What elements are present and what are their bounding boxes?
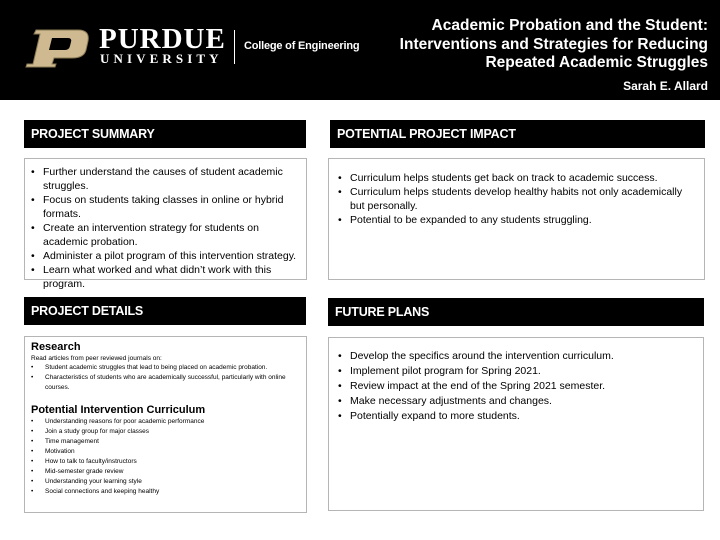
title-line-2: Interventions and Strategies for Reducing	[399, 35, 708, 53]
logo-university-text: UNIVERSITY	[100, 51, 223, 66]
project-summary-heading: PROJECT SUMMARY	[24, 120, 306, 148]
research-heading: Research	[31, 341, 81, 353]
list-item: • Learn what worked and what didn’t work with this program.	[30, 263, 302, 291]
list-item: • Review impact at the end of the Spring 2021 semester.	[337, 379, 697, 394]
project-summary-box	[24, 158, 307, 290]
logo-divider	[234, 30, 235, 64]
project-impact-list	[337, 171, 698, 227]
poster-title	[328, 17, 708, 73]
curriculum-list	[31, 417, 302, 497]
list-item: • Make necessary adjustments and changes.	[337, 394, 697, 409]
title-line-1: Academic Probation and the Student:	[431, 17, 708, 34]
logo-purdue-text: PURDUE	[99, 23, 226, 55]
future-plans-box	[328, 337, 704, 511]
list-item: • Create an intervention strategy for students on academic probation.	[30, 221, 302, 249]
title-line-3: Repeated Academic Struggles	[485, 54, 708, 71]
research-intro: Read articles from peer reviewed journals on:	[31, 355, 162, 362]
future-plans-heading: FUTURE PLANS	[328, 298, 704, 326]
project-impact-heading: POTENTIAL PROJECT IMPACT	[330, 120, 705, 148]
list-item: • Understanding reasons for poor academic performance	[31, 417, 302, 427]
project-summary-list	[30, 165, 302, 291]
list-item: • Potential to be expanded to any students struggling.	[337, 213, 698, 227]
list-item: • Administer a pilot program of this intervention strategy.	[30, 249, 302, 263]
list-item: • Social connections and keeping healthy	[31, 487, 302, 497]
list-item: • Characteristics of students who are academically successful, particularly with online courses.	[31, 373, 302, 393]
project-details-box	[24, 336, 307, 513]
college-name: College of Engineering	[244, 40, 360, 52]
list-item: • How to talk to faculty/instructors	[31, 457, 302, 467]
curriculum-heading: Potential Intervention Curriculum	[31, 404, 206, 416]
research-list	[31, 363, 302, 393]
project-details-heading: PROJECT DETAILS	[24, 297, 306, 325]
list-item: • Potentially expand to more students.	[337, 409, 697, 424]
list-item: • Motivation	[31, 447, 302, 457]
purdue-p-logo-icon	[22, 26, 92, 68]
list-item: • Student academic struggles that lead to being placed on academic probation.	[31, 363, 302, 373]
list-item: • Curriculum helps students get back on track to academic success.	[337, 171, 698, 185]
list-item: • Join a study group for major classes	[31, 427, 302, 437]
list-item: • Develop the specifics around the intervention curriculum.	[337, 349, 697, 364]
list-item: • Mid-semester grade review	[31, 467, 302, 477]
list-item: • Focus on students taking classes in online or hybrid formats.	[30, 193, 302, 221]
header-banner	[0, 0, 720, 100]
project-impact-box	[328, 158, 705, 280]
list-item: • Time management	[31, 437, 302, 447]
list-item: • Understanding your learning style	[31, 477, 302, 487]
list-item: • Implement pilot program for Spring 2021.	[337, 364, 697, 379]
list-item: • Further understand the causes of student academic struggles.	[30, 165, 302, 193]
author-name: Sarah E. Allard	[623, 79, 708, 93]
future-plans-list	[337, 349, 697, 424]
list-item: • Curriculum helps students develop healthy habits not only academically but personally.	[337, 185, 698, 213]
